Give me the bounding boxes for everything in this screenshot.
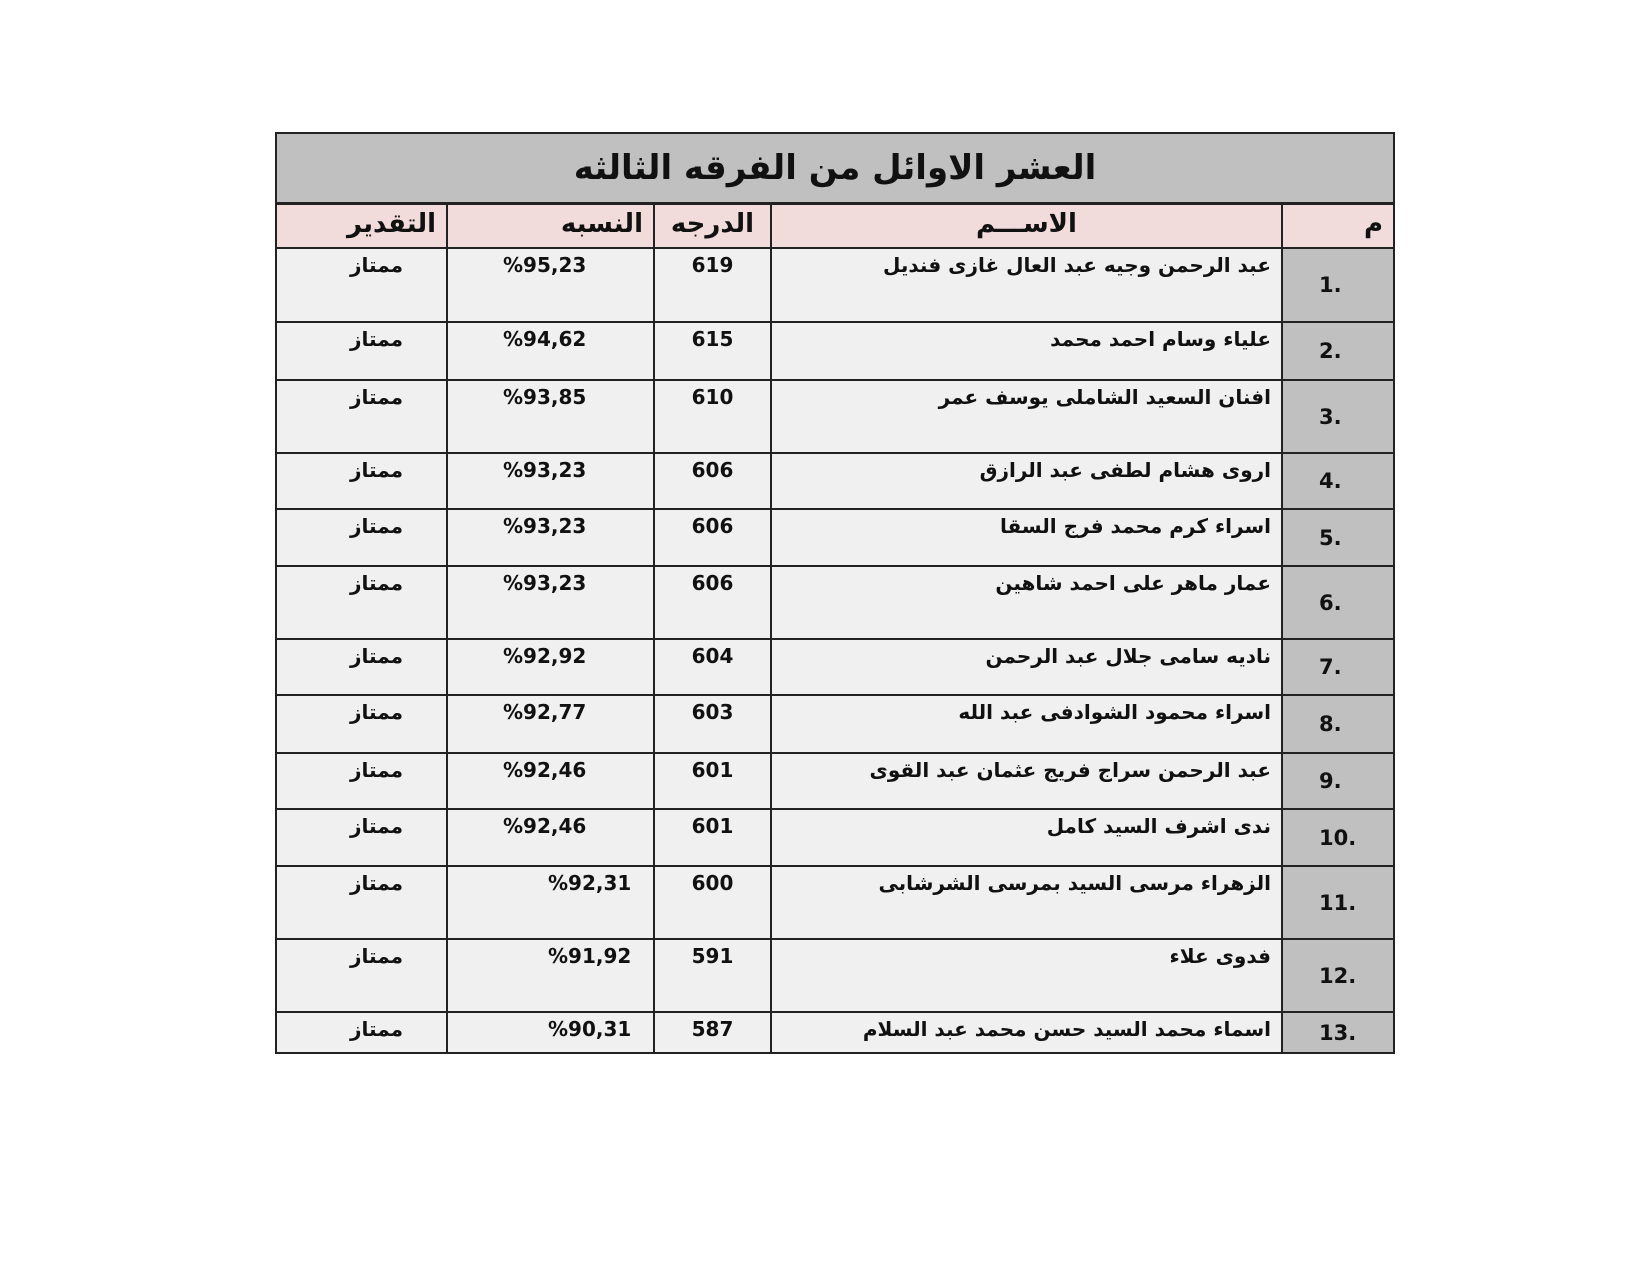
- name-cell: عمار ماهر على احمد شاهين: [770, 567, 1281, 638]
- name-cell: اروى هشام لطفى عبد الرازق: [770, 454, 1281, 508]
- grade-cell: ممتاز: [277, 867, 446, 938]
- header-name: الاســـم: [770, 205, 1281, 247]
- table-row: [277, 381, 1393, 454]
- name-cell: اسماء محمد السيد حسن محمد عبد السلام: [770, 1013, 1281, 1052]
- percentage-cell: %92,31: [446, 867, 653, 938]
- index-cell: 11.: [1281, 867, 1393, 938]
- name-cell: عبد الرحمن سراج فريج عثمان عبد القوى: [770, 754, 1281, 808]
- index-cell: 6.: [1281, 567, 1393, 638]
- grade-cell: ممتاز: [277, 567, 446, 638]
- grade-cell: ممتاز: [277, 381, 446, 452]
- top-students-table: [275, 132, 1395, 1054]
- degree-cell: 615: [653, 323, 770, 379]
- grade-cell: ممتاز: [277, 754, 446, 808]
- index-cell: 2.: [1281, 323, 1393, 379]
- name-cell: اسراء كرم محمد فرج السقا: [770, 510, 1281, 565]
- grade-cell: ممتاز: [277, 249, 446, 321]
- table-row: [277, 567, 1393, 640]
- name-cell: ندى اشرف السيد كامل: [770, 810, 1281, 865]
- index-cell: 3.: [1281, 381, 1393, 452]
- degree-cell: 606: [653, 510, 770, 565]
- table-row: [277, 1013, 1393, 1052]
- header-percentage: النسبه: [446, 205, 653, 247]
- degree-cell: 619: [653, 249, 770, 321]
- name-cell: عبد الرحمن وجيه عبد العال غازى فنديل: [770, 249, 1281, 321]
- degree-cell: 603: [653, 696, 770, 752]
- percentage-cell: %93,23: [446, 567, 653, 638]
- name-cell: علياء وسام احمد محمد: [770, 323, 1281, 379]
- percentage-cell: %93,23: [446, 510, 653, 565]
- degree-cell: 601: [653, 810, 770, 865]
- name-cell: ناديه سامى جلال عبد الرحمن: [770, 640, 1281, 694]
- header-row: [277, 205, 1393, 249]
- grade-cell: ممتاز: [277, 510, 446, 565]
- index-cell: 7.: [1281, 640, 1393, 694]
- table-row: [277, 510, 1393, 567]
- name-cell: افنان السعيد الشاملى يوسف عمر: [770, 381, 1281, 452]
- degree-cell: 591: [653, 940, 770, 1011]
- degree-cell: 606: [653, 454, 770, 508]
- grade-cell: ممتاز: [277, 323, 446, 379]
- index-cell: 13.: [1281, 1013, 1393, 1052]
- index-cell: 9.: [1281, 754, 1393, 808]
- index-cell: 5.: [1281, 510, 1393, 565]
- percentage-cell: %92,46: [446, 754, 653, 808]
- table-title: العشر الاوائل من الفرقه الثالثه: [277, 134, 1393, 205]
- grade-cell: ممتاز: [277, 810, 446, 865]
- percentage-cell: %93,23: [446, 454, 653, 508]
- grade-cell: ممتاز: [277, 454, 446, 508]
- percentage-cell: %95,23: [446, 249, 653, 321]
- table-row: [277, 810, 1393, 867]
- index-cell: 12.: [1281, 940, 1393, 1011]
- index-cell: 1.: [1281, 249, 1393, 321]
- degree-cell: 601: [653, 754, 770, 808]
- degree-cell: 600: [653, 867, 770, 938]
- grade-cell: ممتاز: [277, 696, 446, 752]
- grade-cell: ممتاز: [277, 940, 446, 1011]
- grade-cell: ممتاز: [277, 1013, 446, 1052]
- index-cell: 10.: [1281, 810, 1393, 865]
- percentage-cell: %90,31: [446, 1013, 653, 1052]
- percentage-cell: %94,62: [446, 323, 653, 379]
- table-row: [277, 754, 1393, 810]
- percentage-cell: %92,46: [446, 810, 653, 865]
- name-cell: فدوى علاء: [770, 940, 1281, 1011]
- name-cell: الزهراء مرسى السيد بمرسى الشرشابى: [770, 867, 1281, 938]
- header-degree: الدرجه: [653, 205, 770, 247]
- table-row: [277, 940, 1393, 1013]
- table-row: [277, 454, 1393, 510]
- table-row: [277, 323, 1393, 381]
- degree-cell: 610: [653, 381, 770, 452]
- degree-cell: 606: [653, 567, 770, 638]
- percentage-cell: %92,77: [446, 696, 653, 752]
- percentage-cell: %91,92: [446, 940, 653, 1011]
- table-row: [277, 867, 1393, 940]
- table-row: [277, 640, 1393, 696]
- degree-cell: 604: [653, 640, 770, 694]
- header-index: م: [1281, 205, 1393, 247]
- index-cell: 8.: [1281, 696, 1393, 752]
- percentage-cell: %92,92: [446, 640, 653, 694]
- degree-cell: 587: [653, 1013, 770, 1052]
- table-row: [277, 696, 1393, 754]
- table-row: [277, 249, 1393, 323]
- header-grade: التقدير: [347, 209, 436, 239]
- index-cell: 4.: [1281, 454, 1393, 508]
- percentage-cell: %93,85: [446, 381, 653, 452]
- name-cell: اسراء محمود الشوادفى عبد الله: [770, 696, 1281, 752]
- grade-cell: ممتاز: [277, 640, 446, 694]
